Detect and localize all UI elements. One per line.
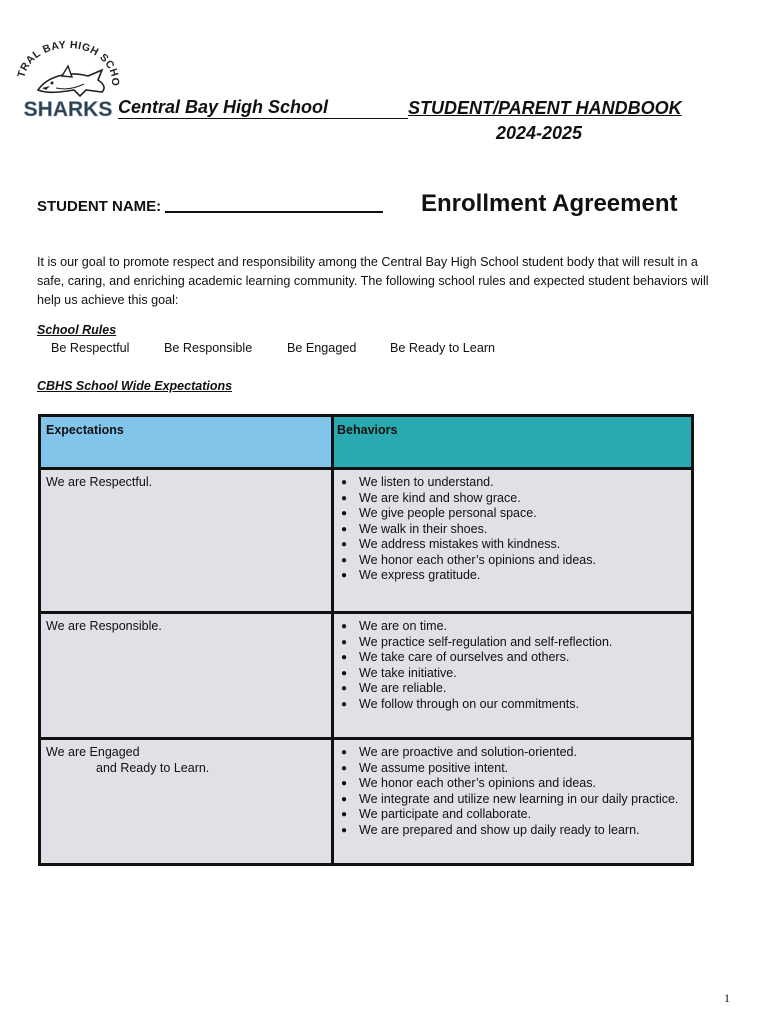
- school-rule-item: Be Responsible: [164, 341, 253, 355]
- expectation-text: We are Engaged: [46, 745, 140, 759]
- column-header-expectations: Expectations: [40, 416, 333, 469]
- page-number: 1: [724, 991, 730, 1005]
- column-header-behaviors: Behaviors: [333, 416, 693, 469]
- behavior-item: ● We are reliable.: [338, 681, 687, 697]
- behavior-item: ● We take initiative.: [338, 666, 687, 682]
- document-title: Enrollment Agreement: [421, 190, 678, 217]
- behavior-item: ● We take care of ourselves and others.: [338, 650, 687, 666]
- school-rules-heading: School Rules: [37, 323, 117, 337]
- behaviors-cell: [333, 469, 693, 613]
- behavior-item: ● We give people personal space.: [338, 506, 687, 522]
- table-row: [40, 469, 693, 613]
- student-name-field: [37, 198, 383, 215]
- school-rule-item: Be Ready to Learn: [390, 341, 496, 355]
- behavior-item: ● We are prepared and show up daily ready to learn.: [338, 823, 687, 839]
- behavior-item: ● We are kind and show grace.: [338, 491, 687, 507]
- logo-wordmark: SHARKS: [23, 98, 113, 121]
- behavior-item: ● We are proactive and solution-oriented.: [338, 745, 687, 761]
- expectation-cell: [40, 613, 333, 739]
- behaviors-cell: [333, 739, 693, 865]
- behavior-item: ● We express gratitude.: [338, 568, 687, 584]
- student-name-label: STUDENT NAME:: [37, 198, 162, 215]
- shark-icon: [38, 66, 104, 96]
- behavior-item: ● We honor each other’s opinions and ideas.: [338, 776, 687, 792]
- handbook-title-text: STUDENT/PARENT HANDBOOK: [408, 98, 682, 118]
- school-rule-item: Be Respectful: [51, 341, 130, 355]
- expectation-cell: [40, 469, 333, 613]
- table-header-row: [40, 416, 693, 469]
- expectation-text-continued: and Ready to Learn.: [96, 760, 210, 775]
- behavior-item: ● We practice self-regulation and self-reflection.: [338, 635, 687, 651]
- table-row: [40, 613, 693, 739]
- school-rule-item: Be Engaged: [287, 341, 357, 355]
- expectation-text: We are Responsible.: [46, 619, 162, 633]
- table-row: [40, 739, 693, 865]
- expectations-table: [38, 414, 694, 866]
- intro-paragraph: It is our goal to promote respect and responsibility among the Central Bay High School student body that will result in a safe, caring, and enriching academic learning community. The following school rules and expected student behaviors will help us achieve this goal:: [37, 255, 709, 307]
- behavior-item: ● We walk in their shoes.: [338, 522, 687, 538]
- expectation-cell: [40, 739, 333, 865]
- student-name-blank-line[interactable]: [165, 211, 383, 213]
- expectations-heading: CBHS School Wide Expectations: [37, 379, 233, 393]
- behaviors-cell: [333, 613, 693, 739]
- school-year: 2024-2025: [495, 123, 583, 143]
- behavior-item: ● We honor each other’s opinions and ideas.: [338, 553, 687, 569]
- logo-arc-text: TRAL BAY HIGH SCHO: [16, 40, 120, 87]
- expectation-text: We are Respectful.: [46, 475, 153, 489]
- school-logo: [16, 40, 120, 122]
- behavior-item: ● We follow through on our commitments.: [338, 697, 687, 713]
- handbook-title: [408, 96, 682, 146]
- school-name: Central Bay High School: [118, 96, 408, 119]
- behavior-item: ● We are on time.: [338, 619, 687, 635]
- behavior-item: ● We assume positive intent.: [338, 761, 687, 777]
- behavior-item: ● We listen to understand.: [338, 475, 687, 491]
- behavior-item: ● We participate and collaborate.: [338, 807, 687, 823]
- behavior-item: ● We address mistakes with kindness.: [338, 537, 687, 553]
- behavior-item: ● We integrate and utilize new learning in our daily practice.: [338, 792, 687, 808]
